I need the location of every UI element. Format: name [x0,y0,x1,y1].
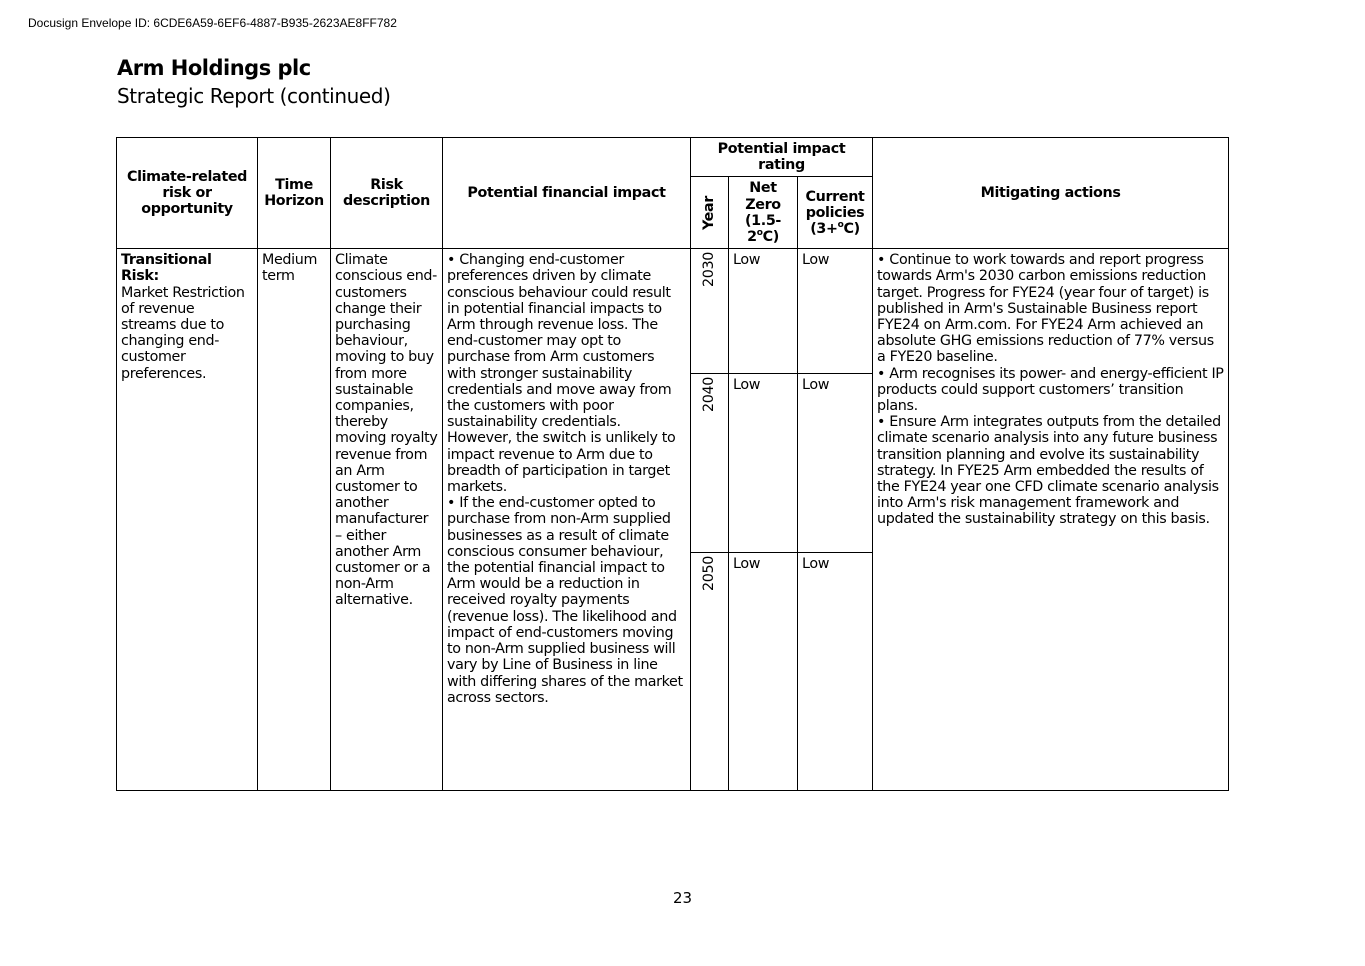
year-cell-2040 [691,374,729,553]
page-number: 23 [672,889,693,907]
header-year-cell [691,177,729,249]
year-cell-2050 [691,553,729,791]
header-financial-impact: Potential financial impact [443,138,691,249]
net-zero-rating: Low [729,374,798,553]
degree-symbol: o [756,228,763,239]
current-policies-rating: Low [798,553,873,791]
mitigating-actions: • Continue to work towards and report progress towards Arm's 2030 carbon emissions reduction target. Progress for FYE24 (year four of target) is published in Arm's Sustainable Business report FYE24 on Arm.com. For FYE24 Arm achieved an absolute GHG emissions reduction of 77% versus a FYE20 baseline. • Arm recognises its power- and energy-efficient IP products could support customers’ transition plans. • Ensure Arm integrates outputs from the detailed climate scenario analysis into any future business transition planning and evolve its sustainability strategy. In FYE25 Arm embedded the results of the FYE24 year one CFD climate scenario analysis into Arm's risk management framework and updated the sustainability strategy on this basis. [873,249,1229,791]
header-impact-rating: Potential impact rating [691,138,873,177]
risk-title: Transitional Risk: [121,252,212,285]
header-risk-description: Risk description [331,138,443,249]
time-horizon: Medium term [258,249,331,791]
net-zero-rating: Low [729,249,798,374]
financial-impact: • Changing end-customer preferences driven by climate conscious behaviour could result in potential financial impacts to Arm through revenue loss. The end-customer may opt to purchase from Arm customers with stronger sustainability credentials and move away from the customers with poor sustainability credentials. However, the switch is unlikely to impact revenue to Arm due to breadth of participation in target markets. • If the end-customer opted to purchase from non-Arm supplied businesses as a result of climate conscious consumer behaviour, the potential financial impact to Arm would be a reduction in received royalty payments (revenue loss). The likelihood and impact of end-customers moving to non-Arm supplied business will vary by Line of Business in line with differing shares of the market across sectors. [443,249,691,791]
header-current-policies: Current policies (3+$^o$C) [798,177,873,249]
risk-cell [117,249,258,791]
company-name: Arm Holdings plc [117,56,311,80]
header-time-horizon: Time Horizon [258,138,331,249]
header-year: Year [701,195,718,230]
header-risk: Climate-related risk or opportunity [117,138,258,249]
risk-description: Climate conscious end-customers change their purchasing behaviour, moving to buy from more sustainable companies, thereby moving royalty revenue from an Arm customer to another manufacturer – either another Arm customer or a non-Arm alternative. [331,249,443,791]
risk-text: Market Restriction of revenue streams due to changing end-customer preferences. [121,284,245,382]
degree-symbol: o [837,220,844,231]
year-label: 2040 [701,377,718,413]
climate-risk-table [116,137,1229,791]
current-policies-rating: Low [798,249,873,374]
year-cell-2030 [691,249,729,374]
net-zero-rating: Low [729,553,798,791]
year-label: 2030 [701,252,718,288]
header-mitigating-actions: Mitigating actions [873,138,1229,249]
year-label: 2050 [701,556,718,592]
header-net-zero: Net Zero (1.5-2$^o$C) [729,177,798,249]
current-policies-rating: Low [798,374,873,553]
docusign-envelope-id: Docusign Envelope ID: 6CDE6A59-6EF6-4887-B935-2623AE8FF782 [28,16,397,30]
report-subtitle: Strategic Report (continued) [117,84,391,108]
